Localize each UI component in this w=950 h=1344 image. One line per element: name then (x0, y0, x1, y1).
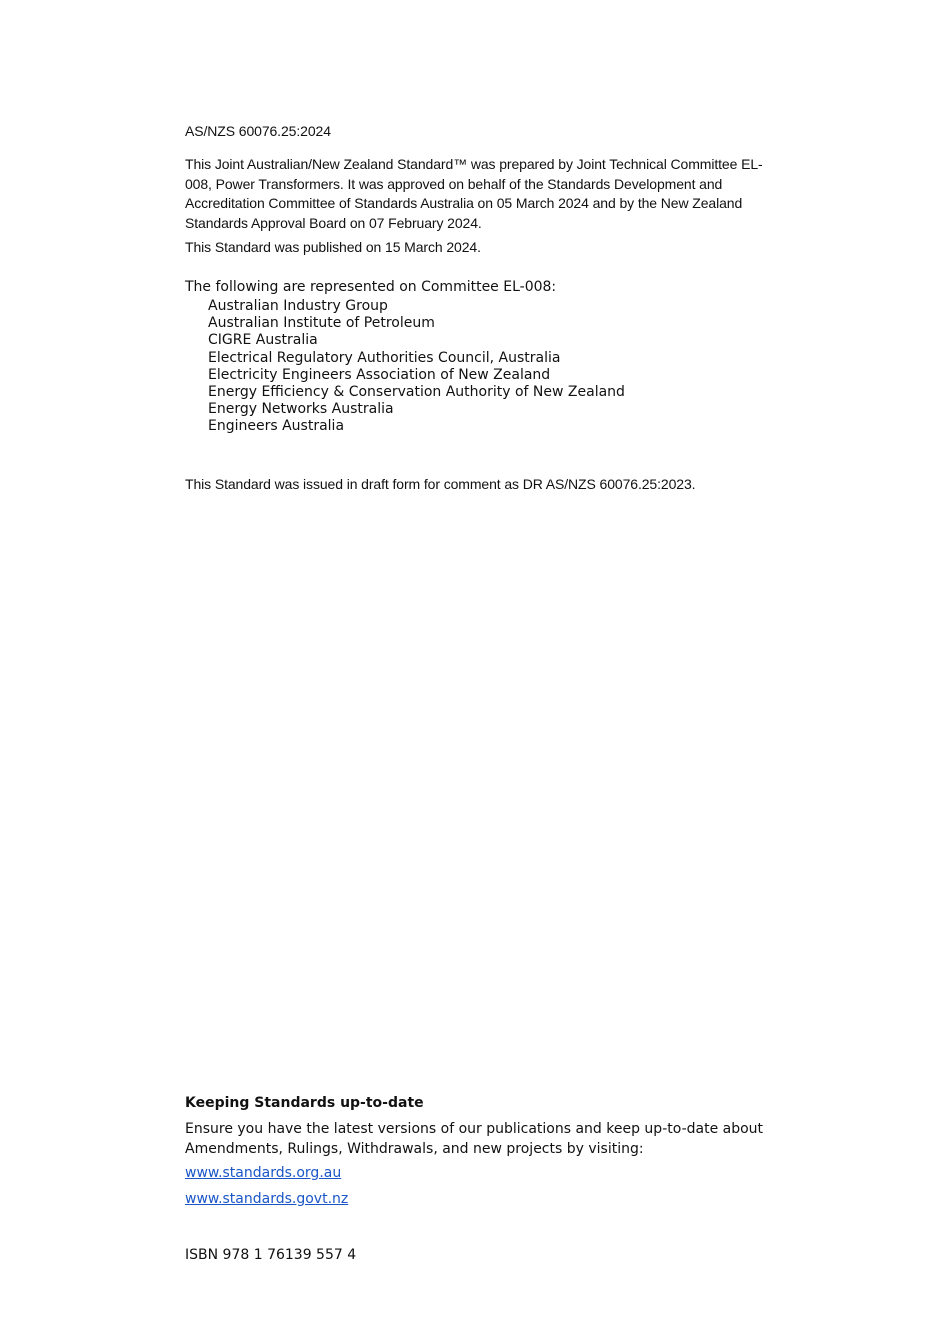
approval-paragraph: This Joint Australian/New Zealand Standard™ was prepared by Joint Technical Committee EL-008, Power Transformers. It was approved on behalf of the Standards Development and Accreditation Committee of Standards Australia on 05 March 2024 and by the New Zealand Standards Approval Board on 07 February 2024. (185, 156, 763, 231)
committee-member: Australian Institute of Petroleum (208, 315, 435, 332)
committee-member: Energy Networks Australia (208, 401, 394, 418)
keeping-up-to-date-title: Keeping Standards up-to-date (185, 1095, 424, 1111)
standards-australia-link[interactable]: www.standards.org.au (185, 1165, 342, 1181)
committee-member: Australian Industry Group (208, 298, 388, 314)
committee-member: Electricity Engineers Association of New Zealand (208, 366, 551, 383)
isbn-text: ISBN 978 1 76139 557 4 (185, 1247, 357, 1263)
committee-member: Energy Efficiency & Conservation Authority of New Zealand (208, 384, 625, 401)
standards-nz-link[interactable]: www.standards.govt.nz (185, 1191, 349, 1207)
committee-heading: The following are represented on Committee EL-008: (185, 279, 557, 295)
published-date-text: This Standard was published on 15 March 2024. (185, 239, 481, 255)
committee-member-list (208, 298, 625, 436)
committee-member: Electrical Regulatory Authorities Council, Australia (208, 349, 561, 366)
committee-member: CIGRE Australia (208, 332, 318, 349)
committee-member: Engineers Australia (208, 418, 345, 435)
draft-note: This Standard was issued in draft form for comment as DR AS/NZS 60076.25:2023. (185, 476, 696, 492)
document-id: AS/NZS 60076.25:2024 (185, 123, 331, 139)
keeping-up-to-date-body: Ensure you have the latest versions of our publications and keep up-to-date about Amendments, Rulings, Withdrawals, and new projects by visiting: (185, 1121, 764, 1157)
